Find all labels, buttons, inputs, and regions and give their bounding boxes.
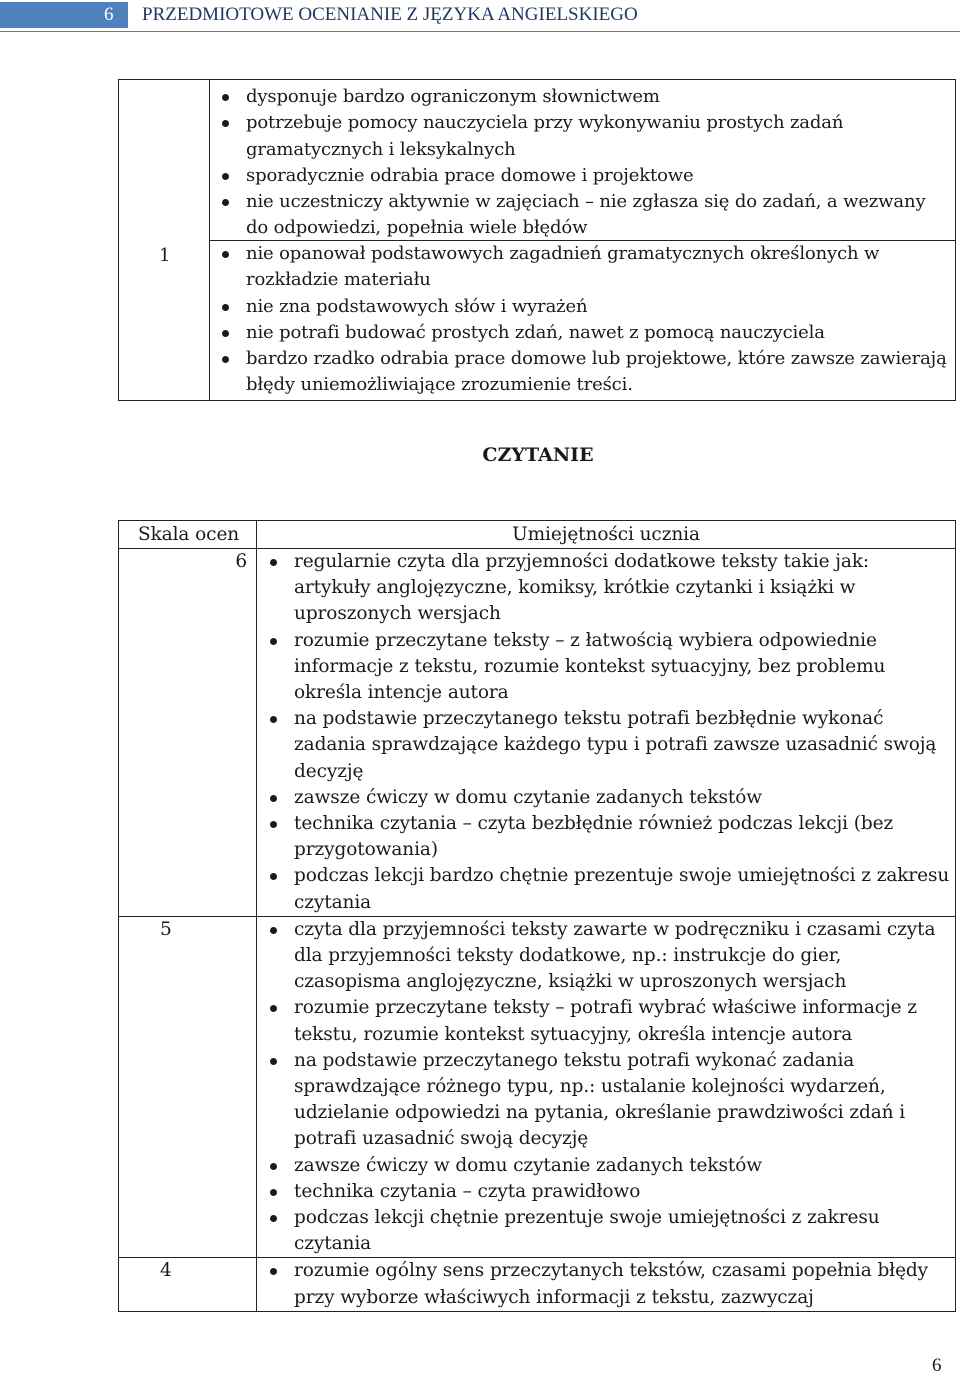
list-item: nie uczestniczy aktywnie w zajęciach – nie zgłasza się do zadań, a wezwany do odpowiedzi, popełnia wiele błędów: [210, 189, 951, 242]
skills-cell: [210, 80, 956, 246]
reading-table: [118, 520, 956, 1312]
skills-list: [257, 549, 951, 916]
grade-value: 1: [159, 245, 171, 266]
table-header-row: [119, 521, 956, 549]
list-item: na podstawie przeczytanego tekstu potrafi bezbłędnie wykonać zadania sprawdzające każdego typu i potrafi zawsze uzasadnić swoją decyzję: [257, 706, 951, 785]
list-item: czyta dla przyjemności teksty zawarte w podręczniku i czasami czyta dla przyjemności teksty dodatkowe, np.: instrukcje do gier, czasopisma anglojęzyczne, książki w uproszonych wersjach: [257, 917, 951, 996]
grade-row-4: [119, 1258, 956, 1311]
skills-list: [210, 84, 951, 242]
list-item: podczas lekcji chętnie prezentuje swoje umiejętności z zakresu czytania: [257, 1205, 951, 1257]
section-title: CZYTANIE: [482, 444, 594, 466]
list-item: sporadycznie odrabia prace domowe i projektowe: [210, 163, 951, 189]
column-header-scale: Skala ocen: [119, 521, 257, 549]
grade-1-table: [118, 79, 956, 266]
column-header-skills: Umiejętności ucznia: [257, 521, 956, 549]
skills-cell: [257, 549, 956, 917]
list-item: bardzo rzadko odrabia prace domowe lub projektowe, które zawsze zawierają błędy uniemożliwiające zrozumienie treści.: [210, 346, 951, 399]
grade-cell: [119, 80, 210, 266]
grade-cell: [119, 241, 210, 401]
grade-value: 5: [119, 916, 257, 1258]
skills-list: [257, 1258, 951, 1310]
header-rule: [0, 31, 960, 32]
skills-list: [257, 917, 951, 1258]
page-header: [0, 0, 960, 32]
list-item: technika czytania – czyta prawidłowo: [257, 1179, 951, 1205]
list-item: dysponuje bardzo ograniczonym słownictwem: [210, 84, 951, 110]
list-item: regularnie czyta dla przyjemności dodatkowe teksty takie jak: artykuły anglojęzyczne, komiksy, krótkie czytanki i książki w uproszonych wersjach: [257, 549, 951, 628]
list-item: technika czytania – czyta bezbłędnie również podczas lekcji (bez przygotowania): [257, 811, 951, 863]
list-item: zawsze ćwiczy w domu czytanie zadanych tekstów: [257, 785, 951, 811]
list-item: na podstawie przeczytanego tekstu potrafi wykonać zadania sprawdzające różnego typu, np.: ustalanie kolejności wydarzeń, udzielanie odpowiedzi na pytania, określanie prawdziwości zdań i potrafi uzasadnić swoją decyzję: [257, 1048, 951, 1153]
skills-cell: [257, 916, 956, 1258]
list-item: zawsze ćwiczy w domu czytanie zadanych tekstów: [257, 1153, 951, 1179]
list-item: nie potrafi budować prostych zdań, nawet z pomocą nauczyciela: [210, 320, 951, 346]
grade-value: 4: [119, 1258, 257, 1311]
grade-row-5: [119, 916, 956, 1258]
header-page-number: 6: [104, 4, 114, 25]
list-item: rozumie przeczytane teksty – z łatwością wybiera odpowiednie informacje z tekstu, rozumie kontekst sytuacyjny, bez problemu określa intencje autora: [257, 628, 951, 707]
footer-page-number: 6: [932, 1355, 942, 1376]
skills-cell: [210, 241, 956, 401]
grade-row-6: [119, 549, 956, 917]
skills-list: [210, 241, 951, 399]
grade-1-row: [119, 80, 956, 246]
list-item: nie zna podstawowych słów i wyrażeń: [210, 294, 951, 320]
list-item: rozumie ogólny sens przeczytanych tekstów, czasami popełnia błędy przy wyborze właściwych informacji z tekstu, zazwyczaj: [257, 1258, 951, 1310]
header-title: PRZEDMIOTOWE OCENIANIE Z JĘZYKA ANGIELSKIEGO: [142, 4, 638, 25]
grade-value: 6: [119, 549, 257, 917]
header-page-number-box: [0, 2, 128, 28]
grade-1-table-lower: [118, 240, 956, 401]
list-item: rozumie przeczytane teksty – potrafi wybrać właściwe informacje z tekstu, rozumie kontekst sytuacyjny, określa intencje autora: [257, 995, 951, 1047]
grade-1-row-lower: [119, 241, 956, 401]
list-item: potrzebuje pomocy nauczyciela przy wykonywaniu prostych zadań gramatycznych i leksykalnych: [210, 110, 951, 163]
list-item: nie opanował podstawowych zagadnień gramatycznych określonych w rozkładzie materiału: [210, 241, 951, 294]
skills-cell: [257, 1258, 956, 1311]
list-item: podczas lekcji bardzo chętnie prezentuje swoje umiejętności z zakresu czytania: [257, 863, 951, 915]
